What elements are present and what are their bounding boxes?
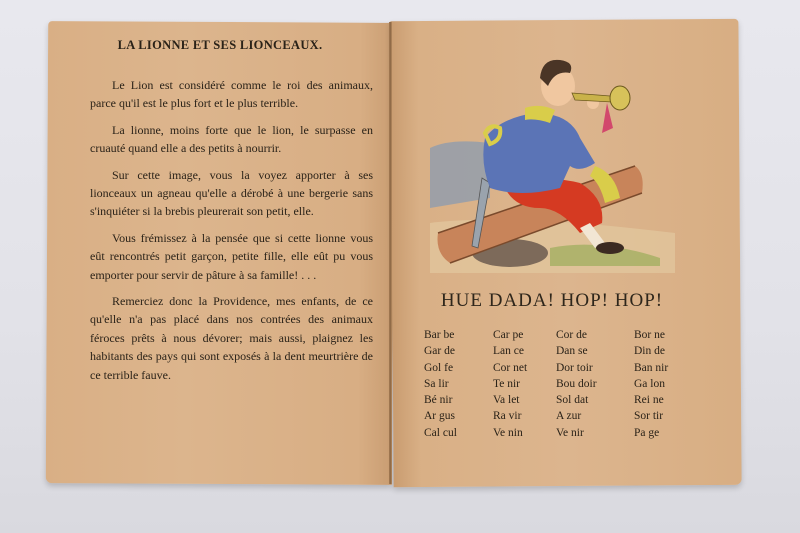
boy-on-seesaw-illustration-icon [430, 48, 675, 273]
paragraph: Le Lion est considéré comme le roi des animaux, parce qu'il est le plus fort et le plus terrible. [90, 78, 373, 111]
syllable-word: Sol dat [556, 394, 589, 407]
syllable-word: Din de [634, 345, 665, 358]
syllable-column [625, 327, 685, 441]
syllable-table [424, 327, 674, 441]
syllable-word: Cor de [556, 329, 587, 341]
syllable-word: Gol fe [424, 361, 454, 374]
syllable-word: Gar de [424, 345, 455, 358]
syllable-word: Ga lon [634, 377, 665, 390]
syllable-column [555, 327, 625, 441]
syllable-word: Ra vir [493, 410, 522, 423]
syllable-word: Ban nir [634, 361, 669, 374]
syllable-word: Dor toir [556, 361, 593, 374]
syllable-word: Te nir [493, 377, 520, 390]
syllable-column [491, 327, 555, 441]
paragraph: Sur cette image, vous la voyez apporter à ses lionceaux un agneau qu'elle a dérobé à une bergerie sans s'inquiéter si la brebis pleurerait son petit, elle. [90, 167, 373, 219]
syllable-word: Bor ne [634, 329, 665, 341]
syllable-word: Lan ce [493, 345, 524, 358]
syllable-word: Rei ne [634, 394, 664, 407]
syllable-word: Dan se [556, 345, 588, 358]
syllable-word: Bar be [424, 329, 455, 341]
left-page-title: LA LIONNE ET SES LIONCEAUX. [117, 38, 323, 52]
syllable-word: Va let [493, 394, 520, 407]
syllable-word: Sor tir [634, 410, 664, 423]
syllable-word: Ve nir [556, 426, 584, 439]
syllable-column [424, 327, 491, 441]
left-page-text [90, 76, 373, 392]
syllable-word: Cal cul [424, 426, 457, 439]
paragraph: La lionne, moins forte que le lion, le surpasse en cruauté quand elle a des petits à nourrir. [90, 122, 373, 156]
syllable-word: Sa lir [424, 377, 449, 390]
book-spine [389, 22, 392, 484]
syllable-word: Bé nir [424, 394, 453, 407]
syllable-word: A zur [556, 410, 582, 423]
syllable-word: Bou doir [556, 377, 597, 390]
syllable-word: Cor net [493, 361, 528, 374]
syllable-word: Ve nin [493, 426, 523, 439]
paragraph: Remerciez donc la Providence, mes enfants, de ce qu'elle n'a pas placé dans nos contrées des animaux féroces prêts à nous dévorer; mais aussi, plaignez les habitants des pays qui sont exposés à la dent meurtrière de ce terrible fauve. [90, 294, 373, 382]
paragraph: Vous frémissez à la pensée que si cette lionne vous eût rencontrés petit garçon, petite fille, elle eût pu vous emporter pour servir de pâture à sa famille! . . . [90, 230, 373, 282]
syllable-word: Car pe [493, 329, 524, 341]
syllable-word: Pa ge [634, 426, 660, 439]
syllable-word: Ar gus [424, 410, 455, 423]
right-page-title: HUE DADA! HOP! HOP! [440, 290, 664, 311]
